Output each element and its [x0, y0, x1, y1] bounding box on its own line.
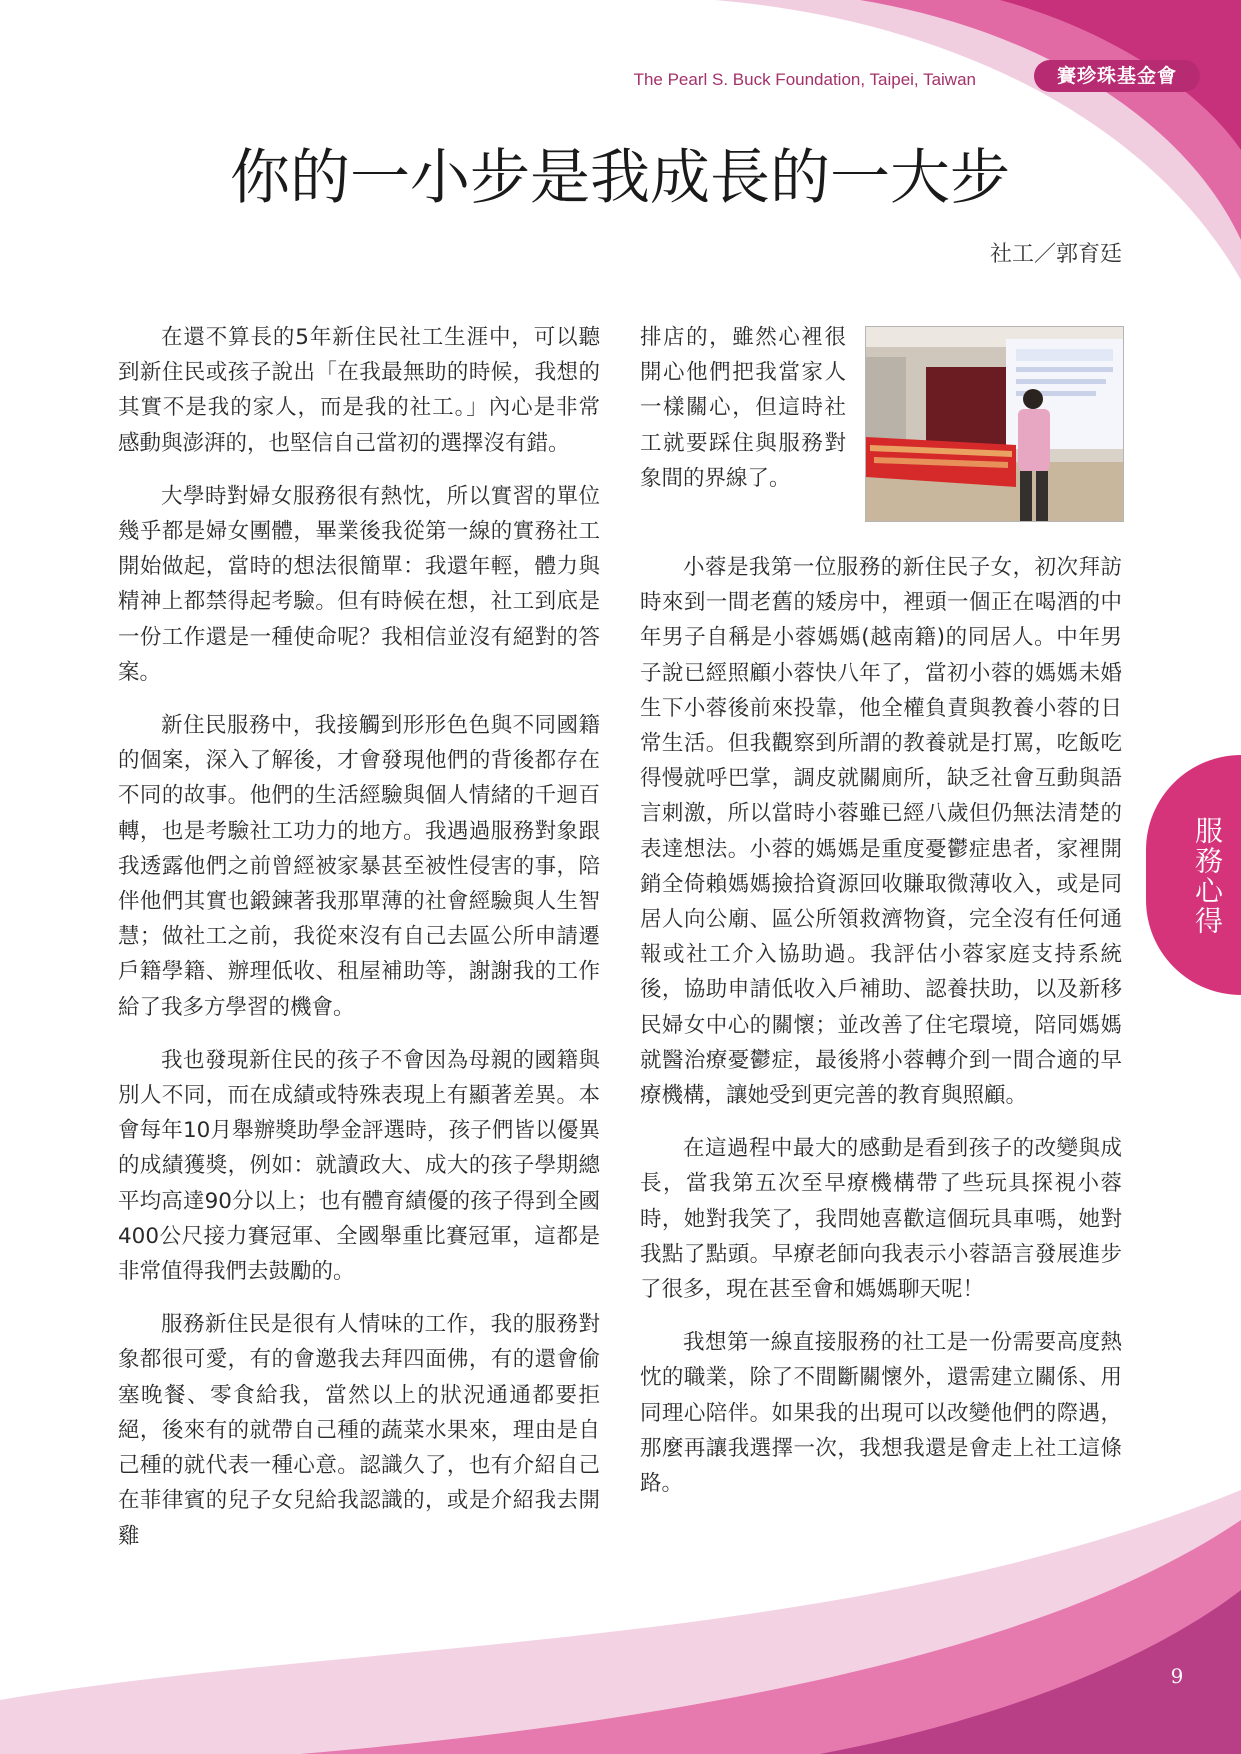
paragraph: 小蓉是我第一位服務的新住民子女，初次拜訪時來到一間老舊的矮房中，裡頭一個正在喝酒的中年男子自稱是小蓉媽媽(越南籍)的同居人。中年男子說已經照顧小蓉快八年了，當初小蓉的媽媽未婚生下小蓉後前來投靠，他全權負責與教養小蓉的日常生活。但我觀察到所謂的教養就是打罵，吃飯吃得慢就呼巴掌，調皮就關廁所，缺乏社會互動與語言刺激，所以當時小蓉雖已經八歲但仍無法清楚的表達想法。小蓉的媽媽是重度憂鬱症患者，家裡開銷全倚賴媽媽撿拾資源回收賺取微薄收入，或是同居人向公廟、區公所領救濟物資，完全沒有任何通報或社工介入協助過。我評估小蓉家庭支持系統後，協助申請低收入戶補助、認養扶助，以及新移民婦女中心的關懷；並改善了住宅環境，陪同媽媽就醫治療憂鬱症，最後將小蓉轉介到一間合適的早療機構，讓她受到更完善的教育與照顧。	[640, 555, 1122, 1109]
article-title: 你的一小步是我成長的一大步	[230, 143, 1010, 213]
paragraph: 在這過程中最大的感動是看到孩子的改變與成長，當我第五次至早療機構帶了些玩具探視小蓉時，她對我笑了，我問她喜歡這個玩具車嗎，她對我點了點頭。早療老師向我表示小蓉語言發展進步了很多，現在甚至會和媽媽聊天呢！	[640, 1136, 1122, 1303]
presentation-photo	[865, 326, 1124, 522]
foundation-name: The Pearl S. Buck Foundation, Taipei, Taiwan	[633, 70, 976, 89]
page-number: 9	[1170, 1664, 1184, 1688]
paragraph: 我想第一線直接服務的社工是一份需要高度熱忱的職業，除了不間斷關懷外，還需建立關係、用同理心陪伴。如果我的出現可以改變他們的際遇，那麼再讓我選擇一次，我想我還是會走上社工這條路。	[640, 1330, 1122, 1497]
section-tab-label: 服務心得	[1191, 816, 1224, 936]
left-column	[118, 320, 600, 1572]
paragraph-continuation: 排店的，雖然心裡很開心他們把我當家人一樣關心，但這時社工就要踩住與服務對象間的界線了。	[640, 325, 846, 491]
paragraph: 大學時對婦女服務很有熱忱，所以實習的單位幾乎都是婦女團體，畢業後我從第一線的實務社工開始做起，當時的想法很簡單：我還年輕，體力與精神上都禁得起考驗。但有時候在想，社工到底是一份工作還是一種使命呢？我相信並沒有絕對的答案。	[118, 483, 600, 685]
paragraph: 在還不算長的5年新住民社工生涯中，可以聽到新住民或孩子說出「在我最無助的時候，我想的其實不是我的家人，而是我的社工。」內心是非常感動與澎湃的，也堅信自己當初的選擇沒有錯。	[118, 325, 600, 456]
paragraph: 服務新住民是很有人情味的工作，我的服務對象都很可愛，有的會邀我去拜四面佛，有的還會偷塞晚餐、零食給我，當然以上的狀況通通都要拒絕，後來有的就帶自己種的蔬菜水果來，理由是自己種的就代表一種心意。認識久了，也有介紹自己在菲律賓的兒子女兒給我認識的，或是介紹我去開雞	[118, 1312, 600, 1549]
foundation-badge: 賽珍珠基金會	[1034, 60, 1200, 92]
article-author: 社工／郭育廷	[989, 242, 1122, 267]
paragraph: 我也發現新住民的孩子不會因為母親的國籍與別人不同，而在成績或特殊表現上有顯著差異。本會每年10月舉辦獎助學金評選時，孩子們皆以優異的成績獲獎，例如：就讀政大、成大的孩子學期總平均高達90分以上；也有體育績優的孩子得到全國400公尺接力賽冠軍、全國舉重比賽冠軍，這都是非常值得我們去鼓勵的。	[118, 1047, 600, 1285]
paragraph: 新住民服務中，我接觸到形形色色與不同國籍的個案，深入了解後，才會發現他們的背後都存在不同的故事。他們的生活經驗與個人情緒的千迴百轉，也是考驗社工功力的地方。我遇過服務對象跟我透露他們之前曾經被家暴甚至被性侵害的事，陪伴他們其實也鍛鍊著我那單薄的社會經驗與人生智慧；做社工之前，我從來沒有自己去區公所申請遷戶籍學籍、辦理低收、租屋補助等，謝謝我的工作給了我多方學習的機會。	[118, 713, 600, 1020]
